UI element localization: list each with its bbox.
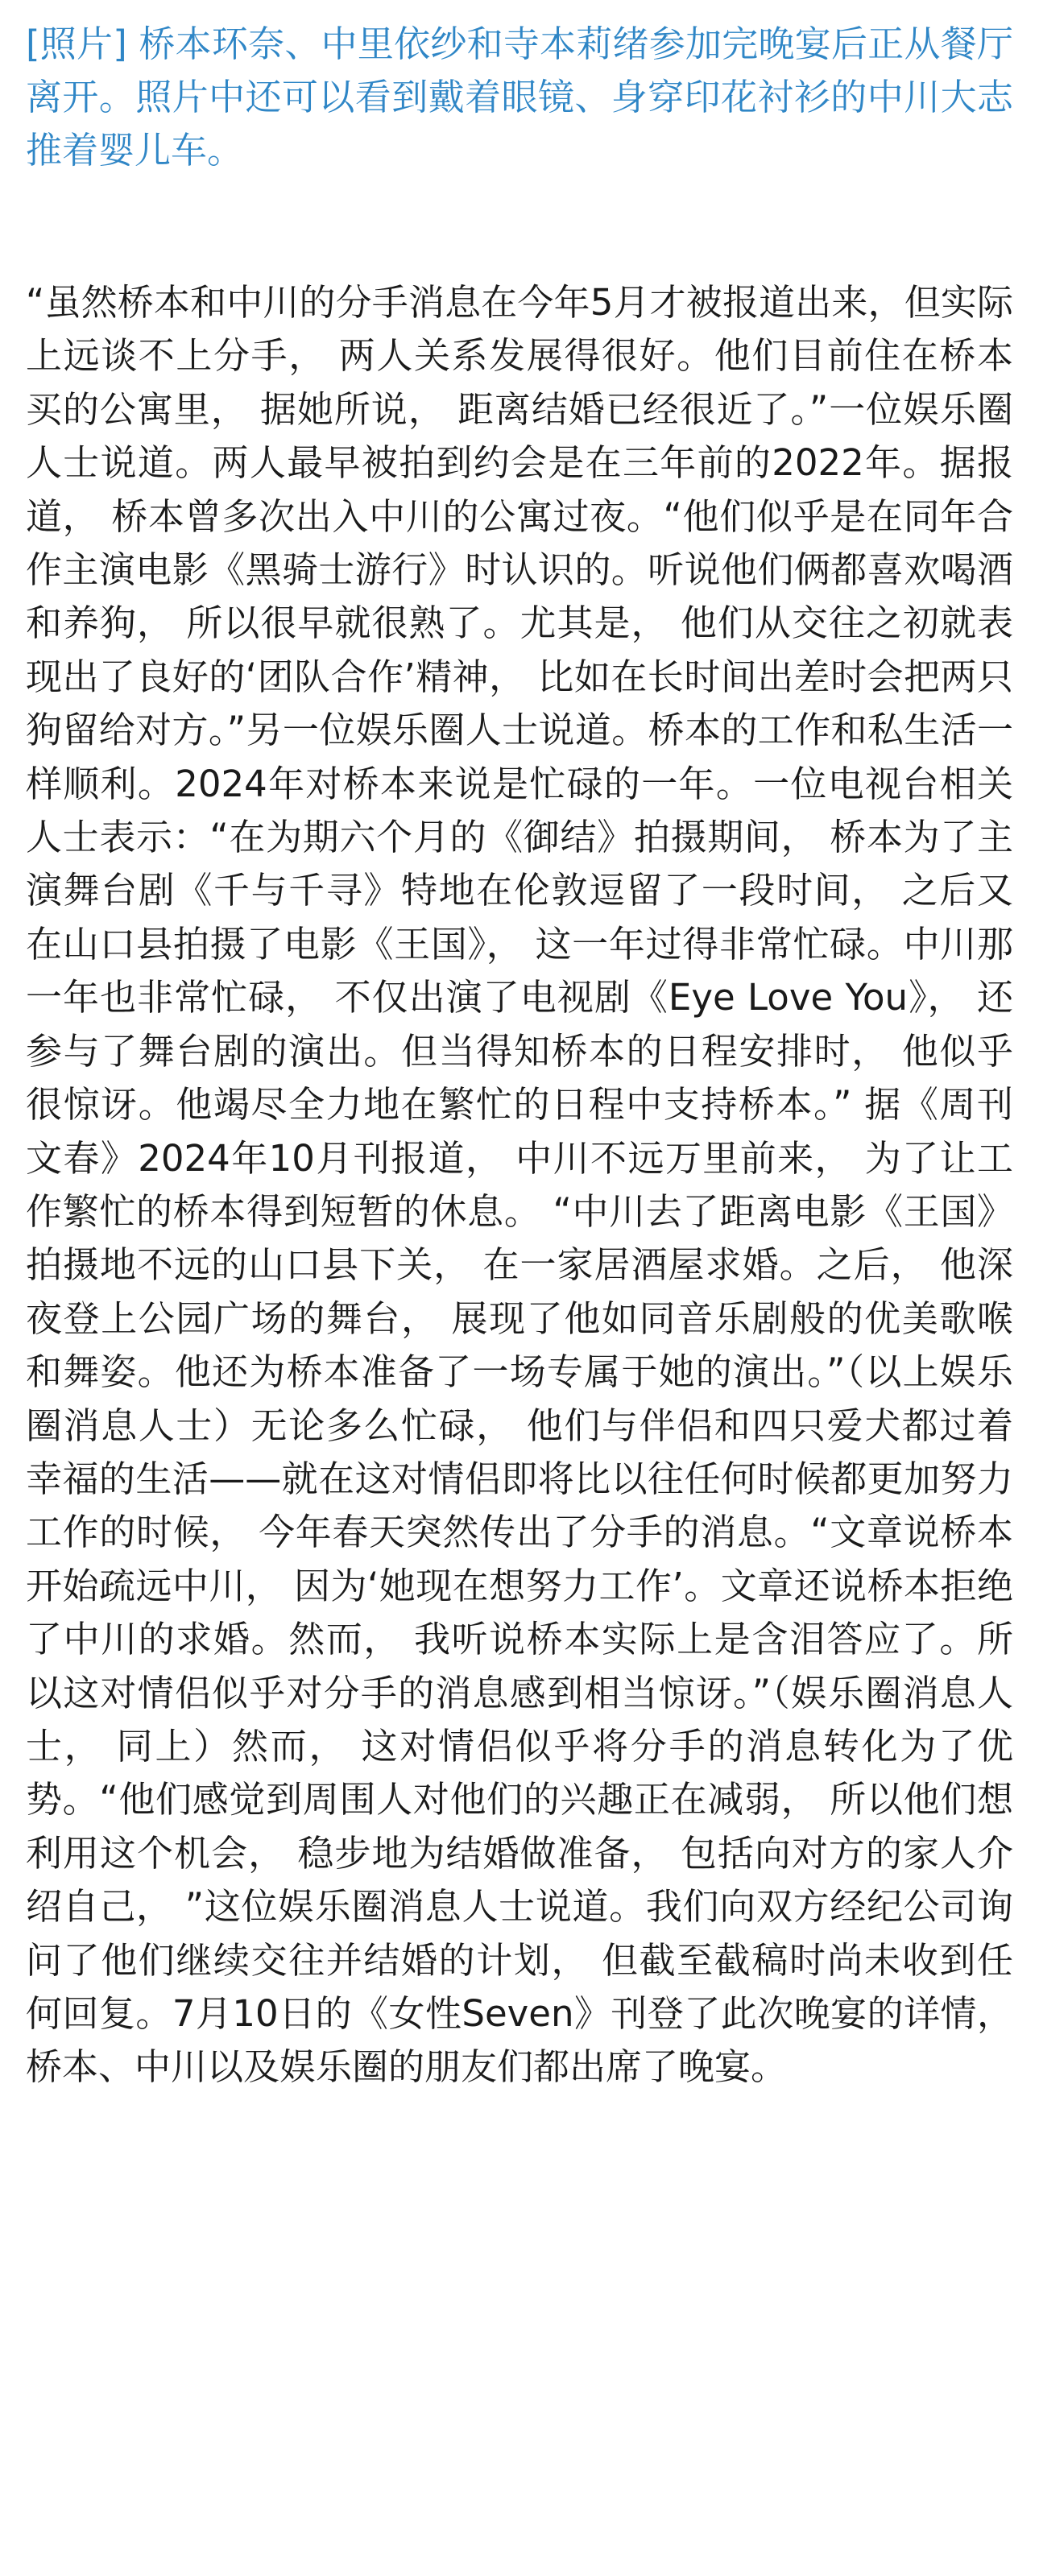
photo-caption: [照片] 桥本环奈、中里依纱和寺本莉绪参加完晚宴后正从餐厅离开。照片中还可以看到戴着眼镜、身穿印花衬衫的中川大志推着婴儿车。 [26, 23, 1013, 172]
article-body: “虽然桥本和中川的分手消息在今年5月才被报道出来，但实际上远谈不上分手， 两人关系发展得很好。他们目前住在桥本买的公寓里， 据她所说， 距离结婚已经很近了。”一位娱乐圈人士说道。两人最早被拍到约会是在三年前的2022年。据报道， 桥本曾多次出入中川的公寓过夜。“他们似乎是在同年合作主演电影《黑骑士游行》时认识的。听说他们俩都喜欢喝酒和养狗， 所以很早就很熟了。尤其是， 他们从交往之初就表现出了良好的‘团队合作’精神， 比如在长时间出差时会把两只狗留给对方。”另一位娱乐圈人士说道。桥本的工作和私生活一样顺利。2024年对桥本来说是忙碌的一年。一位电视台相关人士表示：“在为期六个月的《御结》拍摄期间， 桥本为了主演舞台剧《千与千寻》特地在伦敦逗留了一段时间， 之后又在山口县拍摄了电影《王国》， 这一年过得非常忙碌。中川那一年也非常忙碌， 不仅出演了电视剧《Eye Love You》， 还参与了舞台剧的演出。但当得知桥本的日程安排时， 他似乎很惊讶。他竭尽全力地在繁忙的日程中支持桥本。” 据《周刊文春》2024年10月刊报道， 中川不远万里前来， 为了让工作繁忙的桥本得到短暂的休息。 “中川去了距离电影《王国》拍摄地不远的山口县下关， 在一家居酒屋求婚。之后， 他深夜登上公园广场的舞台， 展现了他如同音乐剧般的优美歌喉和舞姿。他还为桥本准备了一场专属于她的演出。”（以上娱乐圈消息人士）无论多么忙碌， 他们与伴侣和四只爱犬都过着幸福的生活——就在这对情侣即将比以往任何时候都更加努力工作的时候， 今年春天突然传出了分手的消息。“文章说桥本开始疏远中川， 因为‘她现在想努力工作’。文章还说桥本拒绝了中川的求婚。然而， 我听说桥本实际上是含泪答应了。所以这对情侣似乎对分手的消息感到相当惊讶。”（娱乐圈消息人士， 同上）然而， 这对情侣似乎将分手的消息转化为了优势。“他们感觉到周围人对他们的兴趣正在减弱， 所以他们想利用这个机会， 稳步地为结婚做准备， 包括向对方的家人介绍自己， ”这位娱乐圈消息人士说道。我们向双方经纪公司询问了他们继续交往并结婚的计划， 但截至截稿时尚未收到任何回复。7月10日的《女性Seven》刊登了此次晚宴的详情， 桥本、中川以及娱乐圈的朋友们都出席了晚宴。 [26, 281, 1013, 2089]
